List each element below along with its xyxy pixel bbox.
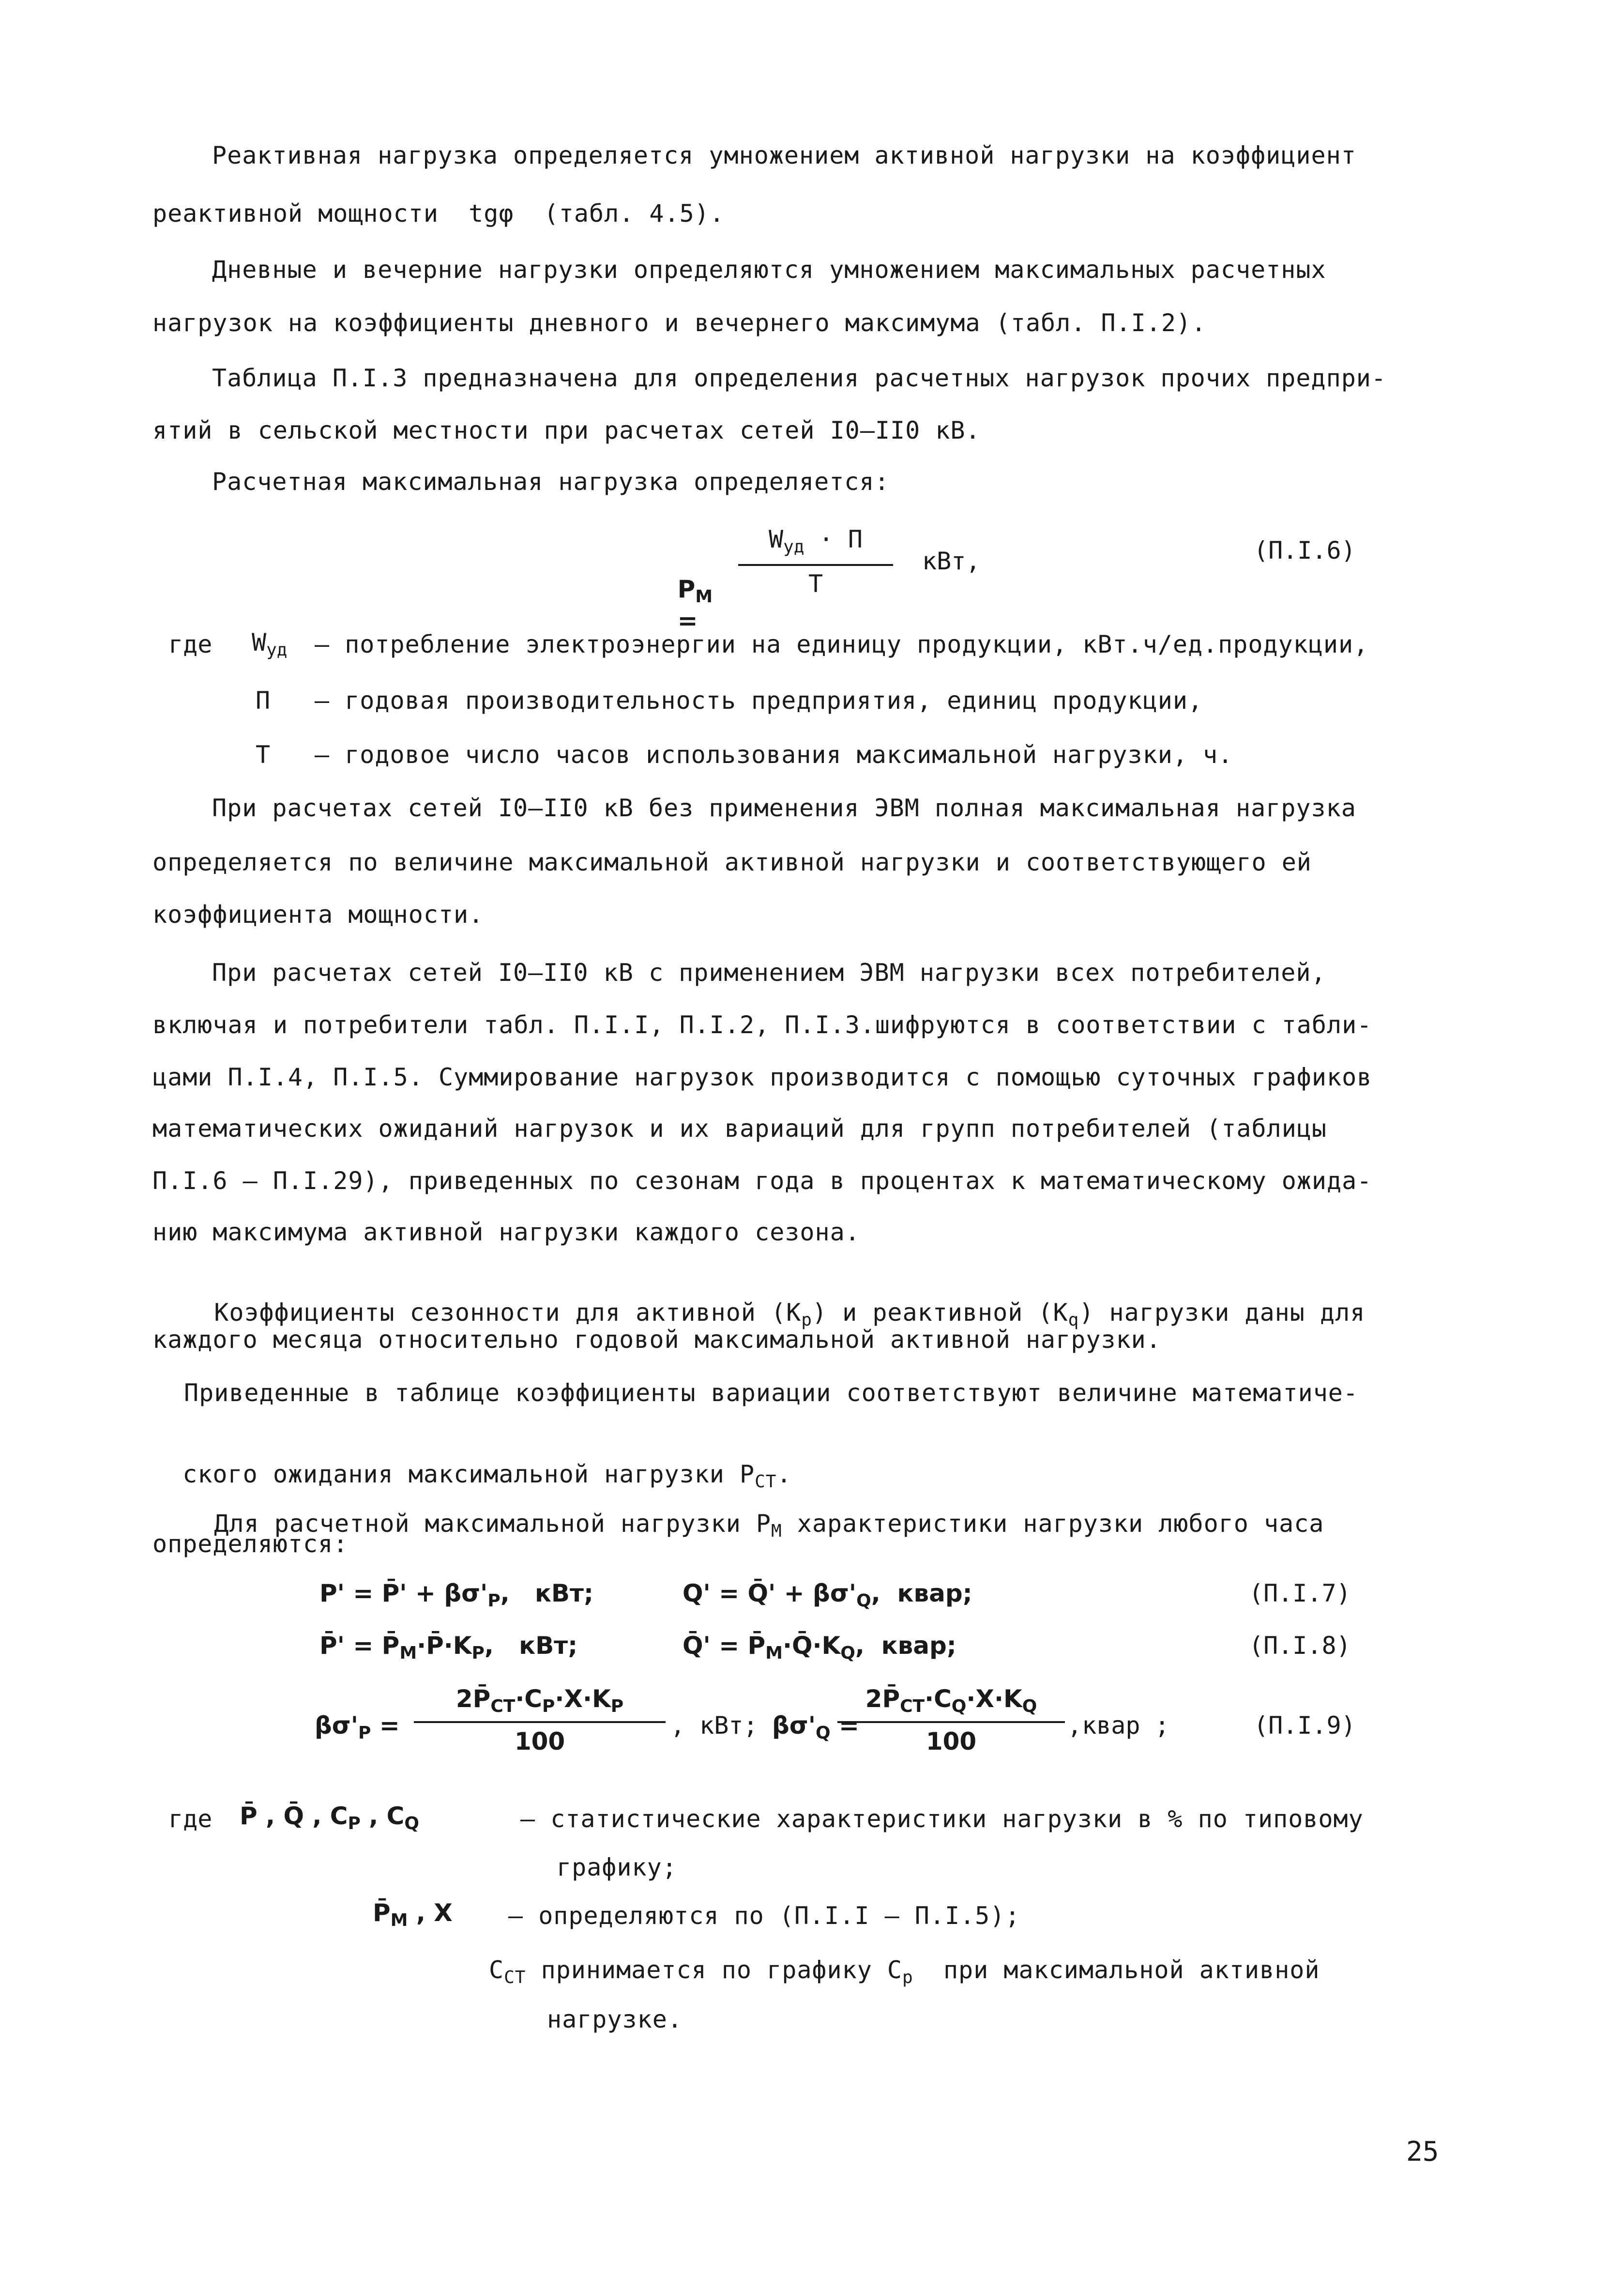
page-number: 25 [1406,2136,1439,2167]
w-description: – потребление электроэнергии на единицу продукции, кВт.ч/ед.продукции, [315,630,1369,658]
fraction-bar [738,564,893,566]
paragraph-5-line-1: При расчетах сетей I0–II0 кВ без применения ЭВМ полная максимальная нагрузка [212,794,1356,822]
c-description-line-2: нагрузке. [547,2005,683,2033]
paragraph-7-line-1: Коэффициенты сезонности для активной $(К_р)$ и реактивной $(К_q)$ нагрузки даны для [214,1298,1366,1330]
t-description: – годовое число часов использования максимальной нагрузки, ч. [315,741,1233,769]
paragraph-8-line-1: Приведенные в таблице коэффициенты вариации соответствуют величине математиче- [184,1379,1358,1407]
paragraph-6-line-3: цами П.I.4, П.I.5. Суммирование нагрузок производится с помощью суточных графиков [152,1063,1372,1091]
formula-label-p-i-8: (П.I.8) [1249,1632,1351,1660]
fraction-denominator: Т [808,570,823,598]
pm-x-description: – определяются по (П.I.I – П.I.5); [508,1902,1020,1930]
paragraph-2-line-1: Дневные и вечерние нагрузки определяются умножением максимальных расчетных [212,256,1326,284]
paragraph-3-line-1: Таблица П.I.3 предназначена для определения расчетных нагрузок прочих предпри- [212,364,1386,392]
where-word: где [168,630,212,658]
paragraph-8-line-2: ского ожидания максимальной нагрузки $Р_{СТ}$. [182,1460,792,1492]
p-description: – годовая производительность предприятия, единиц продукции, [315,687,1203,715]
formula-label-p-i-6: (П.I.6) [1254,536,1356,565]
paragraph-2-line-2: нагрузок на коэффициенты дневного и вечернего максимума (табл. П.I.2). [152,309,1207,337]
paragraph-6-line-4: математических ожиданий нагрузок и их вариаций для групп потребителей (таблицы [152,1114,1327,1143]
w-symbol: W [252,628,267,656]
paragraph-3-line-2: ятий в сельской местности при расчетах сетей I0–II0 кВ. [152,416,981,444]
paragraph-5-line-2: определяется по величине максимальной активной нагрузки и соответствующего ей [152,848,1312,876]
fraction-numerator-sub: уд [783,537,804,557]
stat-description-line-2: графику; [557,1853,677,1881]
paragraph-7-line-2: каждого месяца относительно годовой максимальной активной нагрузки. [152,1326,1161,1354]
paragraph-6-line-6: нию максимума активной нагрузки каждого сезона. [152,1218,860,1246]
formula-unit: кВт, [922,547,981,575]
formula-label-p-i-7: (П.I.7) [1249,1579,1351,1607]
fraction-numerator: W [769,525,784,553]
formula-lhs-sub: М [695,587,713,607]
formula-p-i-6-fraction [738,525,893,608]
paragraph-4-line-1: Расчетная максимальная нагрузка определяется: [212,468,890,496]
t-symbol: Т [256,741,271,769]
paragraph-5-line-3: коэффициента мощности. [152,900,484,929]
formula-p-i-9-left-fraction: $2P̄_{CT}\cdot C_P\cdot X\cdot K_P$ 100 [414,1685,666,1767]
fraction-numerator-rest: · П [804,525,863,553]
paragraph-9-line-1: Для расчетной максимальной нагрузки $Р_М$ характеристики нагрузки любого часа [214,1510,1324,1541]
stat-description-line-1: – статистические характеристики нагрузки в % по типовому [520,1805,1364,1833]
formula-label-p-i-9: (П.I.9) [1254,1711,1356,1740]
paragraph-6-line-2: включая и потребители табл. П.I.I, П.I.2, П.I.3.шифруются в соответствии с табли- [152,1011,1372,1039]
p-symbol: П [256,687,271,715]
where-word-2: где [168,1805,212,1833]
paragraph-6-line-1: При расчетах сетей I0–II0 кВ с применением ЭВМ нагрузки всех потребителей, [212,959,1326,987]
formula-eq: = [677,607,698,635]
paragraph-1-line-1: Реактивная нагрузка определяется умножением активной нагрузки на коэффициент [212,141,1356,169]
formula-lhs: Р [677,575,696,603]
paragraph-1-line-2: реактивной мощности tgφ (табл. 4.5). [152,199,725,228]
paragraph-6-line-5: П.I.6 – П.I.29), приведенных по сезонам года в процентах к математическому ожида- [152,1167,1372,1195]
formula-p-i-9-right-fraction: $2P̄_{CT}\cdot C_Q\cdot X\cdot K_Q$ 100 [837,1685,1065,1767]
paragraph-9-line-2: определяются: [152,1530,349,1558]
w-symbol-sub: уд [266,640,288,660]
